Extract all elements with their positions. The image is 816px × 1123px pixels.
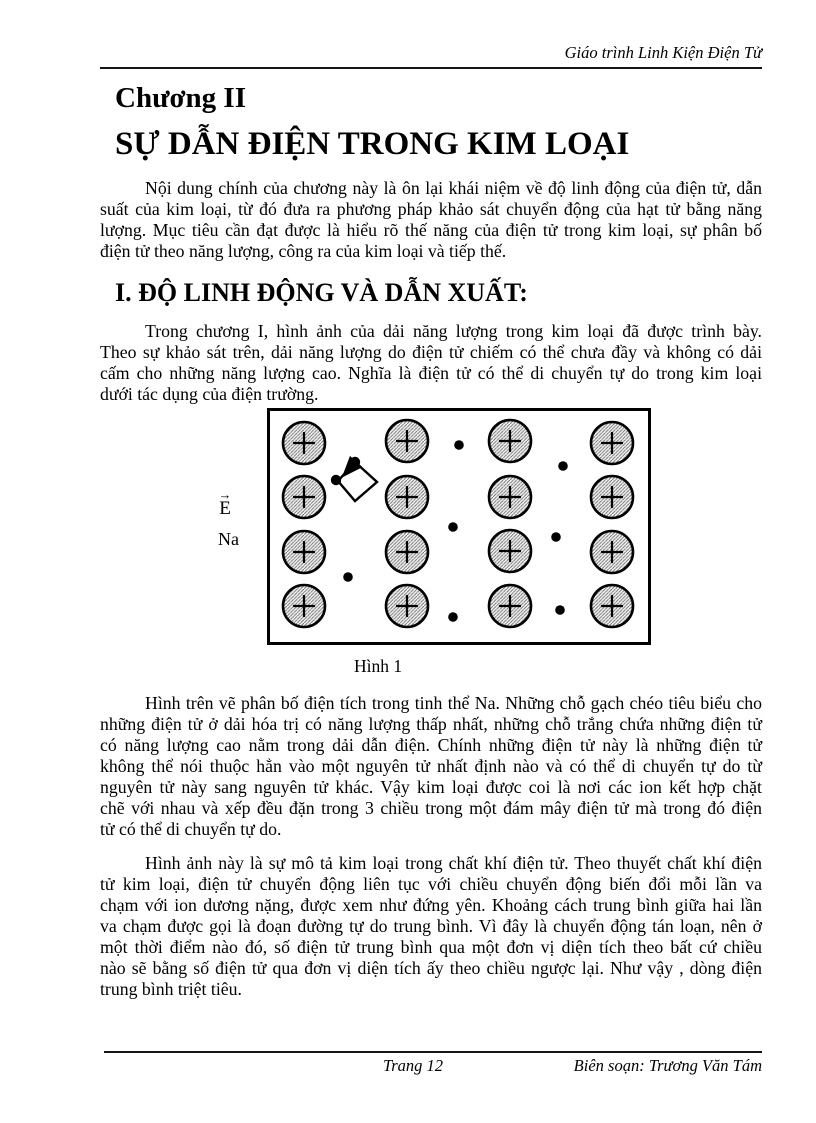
sodium-ion [489,585,531,627]
paragraph-line: có năng lượng cao nằm trong dải dẫn điện. Chính những điện tử này là những điện tử [100,735,762,755]
free-electron-dot [343,572,353,582]
paragraph-line: chẽ với nhau và xếp đều đặn trong 3 chiều trong một đám mây điện tử mà trong đó điện [100,798,762,818]
free-electron-dot [448,522,458,532]
running-header: Giáo trình Linh Kiện Điện Tử [564,43,762,62]
paragraph-line: không thể nói thuộc hẳn vào một nguyên tử nhất định nào và có thể di chuyển tự do từ [100,756,762,776]
paragraph-crystal [100,693,762,840]
free-electron-dot [555,605,565,615]
sodium-ion [591,476,633,518]
sodium-ion [386,476,428,518]
sodium-ion [283,476,325,518]
paragraph-line: Hình ảnh này là sự mô tả kim loại trong chất khí điện tử. Theo thuyết chất khí điện [145,853,762,873]
section-heading: I. ĐỘ LINH ĐỘNG VÀ DẪN XUẤT: [115,278,528,307]
crystal-lattice-diagram [267,408,651,646]
paragraph-line: tử kim loại, điện tử chuyển động liên tục với chiều chuyển động biến đổi mỗi lần va [100,874,762,894]
figure-hinh-1 [100,408,762,680]
sodium-ion [591,422,633,464]
free-electron-dot [558,461,568,471]
sodium-ion [489,530,531,572]
sodium-ion [489,476,531,518]
paragraph-line: điện tử theo năng lượng, công ra của kim loại và tiếp thế. [100,241,507,261]
sodium-ion [283,585,325,627]
paragraph-line: Theo sự khảo sát trên, dải năng lượng do điện tử chiếm có thể chưa đầy và không có dải [100,342,762,362]
free-electron-dot [350,457,360,467]
sodium-ion [591,531,633,573]
sodium-ion [489,420,531,462]
sodium-label: Na [218,529,239,549]
chapter-title: SỰ DẪN ĐIỆN TRONG KIM LOẠI [115,126,630,162]
field-symbol: E [219,498,231,519]
paragraph-line: cấm cho những năng lượng cao. Nghĩa là điện tử có thể di chuyển tự do trong kim loại [100,363,762,383]
chapter-number: Chương II [115,82,246,114]
header-rule [100,67,762,69]
sodium-ion [283,531,325,573]
free-electron-dot [331,475,341,485]
footer-author: Biên soạn: Trương Văn Tám [573,1056,762,1075]
footer-rule [104,1051,762,1053]
paragraph-line: dưới tác dụng của điện trường. [100,384,319,404]
paragraph-line: chạm với ion dương nặng, được xem như đứng yên. Khoảng cách trung bình giữa hai lần [100,895,762,915]
sodium-ion [386,420,428,462]
paragraph-line: những điện tử ở dải hóa trị có năng lượng thấp nhất, những chỗ trắng chứa những điện tử [100,714,762,734]
paragraph-line: Trong chương I, hình ảnh của dải năng lượng trong kim loại đã được trình bày. [145,321,762,341]
sodium-ion [386,585,428,627]
paragraph-line: một thời điểm nào đó, số điện tử trung bình qua một đơn vị diện tích theo bất cứ chiều [100,937,762,957]
paragraph-line: Hình trên vẽ phân bố điện tích trong tinh thể Na. Những chỗ gạch chéo tiêu biểu cho [145,693,762,713]
paragraph-line: nào sẽ bằng số điện tử qua đơn vị diện tích ấy theo chiều ngược lại. Như vậy , dòng điện [100,958,762,978]
electric-field-label [212,487,238,519]
paragraph-line: va chạm được gọi là đoạn đường tự do trung bình. Vì đây là chuyển động tán loạn, nên ở [100,916,762,936]
paragraph-line: trung bình triệt tiêu. [100,979,242,999]
free-electron-dot [551,532,561,542]
vector-arrow-icon: → [218,487,232,502]
paragraph-band [100,321,762,405]
free-electron-dot [454,440,464,450]
page-content [100,0,762,1000]
page-number: Trang 12 [383,1056,444,1075]
paragraph-line: Nội dung chính của chương này là ôn lại khái niệm về độ linh động của điện tử, dẫn [145,178,762,198]
sodium-ion [591,585,633,627]
sodium-ion [283,422,325,464]
paragraph-line: nguyên tử này sang nguyên tử khác. Vậy kim loại được coi là nơi các ion kết hợp chặt [100,777,762,797]
free-electron-dot [448,612,458,622]
paragraph-line: suất của kim loại, từ đó đưa ra phương pháp khảo sát chuyển động của hạt tử bằng năng [100,199,762,219]
figure-caption: Hình 1 [353,656,403,676]
paragraph-electron-gas [100,853,762,1000]
paragraph-line: tử có thể di chuyển tự do. [100,819,282,839]
sodium-ion [386,531,428,573]
paragraph-intro [100,178,762,262]
paragraph-line: lượng. Mục tiêu cần đạt được là hiểu rõ thế năng của điện tử trong kim loại, sự phân bố [100,220,762,240]
